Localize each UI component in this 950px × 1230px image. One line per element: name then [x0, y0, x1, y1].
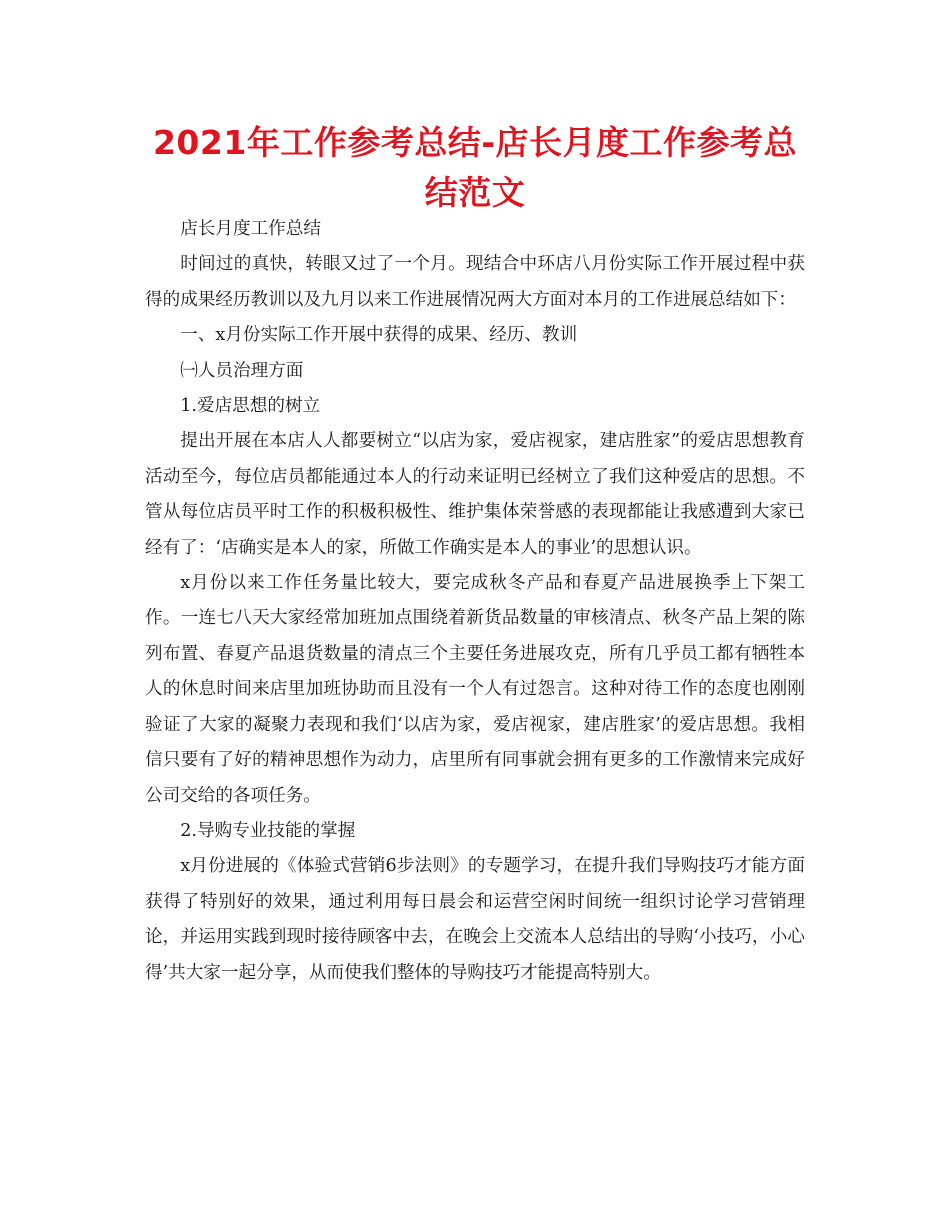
subsection-heading-1: ㈠人员治理方面: [180, 360, 304, 381]
paragraph-body-2: x月份以来工作任务量比较大，要完成秋冬产品和春夏产品进展换季上下架工作。一连七八天大家经常加班加点围绕着新货品数量的审核清点、秋冬产品上架的陈列布置、春夏产品退货数量的清点三个主要任务进展攻克，所有几乎员工都有牺牲本人的休息时间来店里加班协助而且没有一个人有过怨言。这种对待工作的态度也刚刚验证了大家的凝聚力表现和我们‘以店为家，爱店视家，建店胜家’的爱店思想。我相信只要有了好的精神思想作为动力，店里所有同事就会拥有更多的工作激情来完成好公司交给的各项任务。: [145, 573, 805, 806]
paragraph-body-1: 提出开展在本店人人都要树立“以店为家，爱店视家，建店胜家”的爱店思想教育活动至今，每位店员都能通过本人的行动来证明已经树立了我们这种爱店的思想。不管从每位店员平时工作的积极积极性、维护集体荣誉感的表现都能让我感遭到大家已经有了：‘店确实是本人的家，所做工作确实是本人的事业’的思想认识。: [145, 431, 805, 558]
document-title: 2021年工作参考总结-店长月度工作参考总结范文: [152, 123, 798, 212]
paragraph-heading: 店长月度工作总结: [180, 219, 321, 239]
paragraph-body-3: x月份进展的《体验式营销6步法则》的专题学习，在提升我们导购技巧才能方面获得了特别好的效果，通过利用每日晨会和运营空闲时间统一组织讨论学习营销理论，并运用实践到现时接待顾客中去，在晚会上交流本人总结出的导购‘小技巧，小心得’共大家一起分享，从而使我们整体的导购技巧才能提高特别大。: [145, 856, 805, 983]
document-body: [145, 212, 805, 991]
item-heading-1: 1.爱店思想的树立: [180, 396, 321, 417]
section-heading-1: 一、x月份实际工作开展中获得的成果、经历、教训: [180, 325, 578, 346]
paragraph-intro: 时间过的真快，转眼又过了一个月。现结合中环店八月份实际工作开展过程中获得的成果经历教训以及九月以来工作进展情况两大方面对本月的工作进展总结如下：: [145, 254, 805, 310]
item-heading-2: 2.导购专业技能的掌握: [180, 820, 356, 841]
